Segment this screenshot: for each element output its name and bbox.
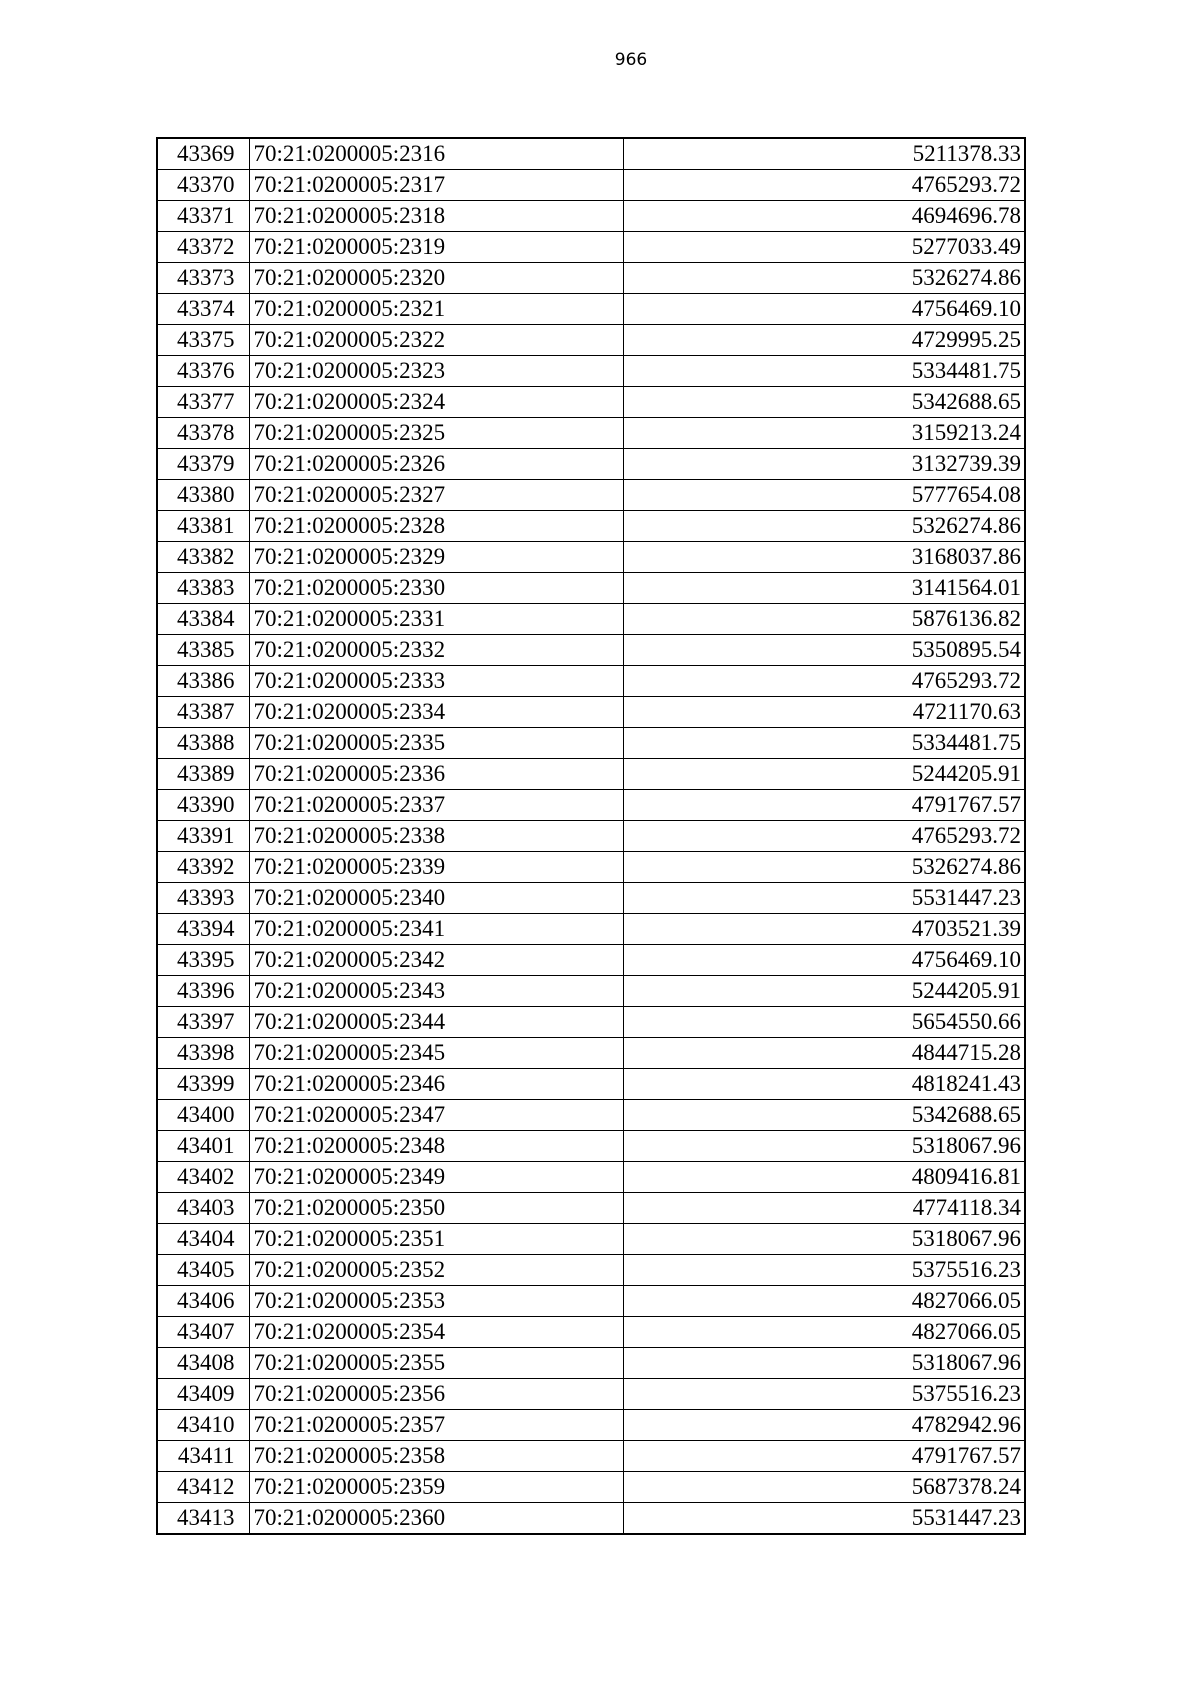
row-number-cell: 43390: [157, 790, 249, 821]
table-row: [157, 573, 1025, 604]
table-row: [157, 356, 1025, 387]
cadastral-number-cell: 70:21:0200005:2337: [249, 790, 623, 821]
cadastral-number-cell: 70:21:0200005:2358: [249, 1441, 623, 1472]
row-number-cell: 43378: [157, 418, 249, 449]
cadastral-number-cell: 70:21:0200005:2322: [249, 325, 623, 356]
cadastral-value-cell: 5375516.23: [623, 1379, 1025, 1410]
table-row: [157, 1286, 1025, 1317]
row-number-cell: 43369: [157, 138, 249, 170]
cadastral-value-cell: 5334481.75: [623, 356, 1025, 387]
table-row: [157, 1410, 1025, 1441]
table-row: [157, 604, 1025, 635]
cadastral-number-cell: 70:21:0200005:2357: [249, 1410, 623, 1441]
cadastral-number-cell: 70:21:0200005:2332: [249, 635, 623, 666]
table-row: [157, 325, 1025, 356]
cadastral-number-cell: 70:21:0200005:2344: [249, 1007, 623, 1038]
cadastral-value-cell: 4827066.05: [623, 1317, 1025, 1348]
table-row: [157, 1348, 1025, 1379]
row-number-cell: 43396: [157, 976, 249, 1007]
row-number-cell: 43387: [157, 697, 249, 728]
table-row: [157, 511, 1025, 542]
table-row: [157, 914, 1025, 945]
table-row: [157, 449, 1025, 480]
table-row: [157, 1379, 1025, 1410]
table-row: [157, 1224, 1025, 1255]
cadastral-number-cell: 70:21:0200005:2317: [249, 170, 623, 201]
row-number-cell: 43403: [157, 1193, 249, 1224]
table-row: [157, 883, 1025, 914]
cadastral-value-cell: 4765293.72: [623, 666, 1025, 697]
cadastral-value-cell: 5318067.96: [623, 1131, 1025, 1162]
cadastral-number-cell: 70:21:0200005:2346: [249, 1069, 623, 1100]
cadastral-value-table: [156, 137, 1026, 1535]
cadastral-number-cell: 70:21:0200005:2318: [249, 201, 623, 232]
table-row: [157, 821, 1025, 852]
table-row: [157, 201, 1025, 232]
cadastral-value-cell: 4729995.25: [623, 325, 1025, 356]
table-row: [157, 1472, 1025, 1503]
row-number-cell: 43386: [157, 666, 249, 697]
row-number-cell: 43371: [157, 201, 249, 232]
cadastral-value-cell: 5350895.54: [623, 635, 1025, 666]
table-row: [157, 1255, 1025, 1286]
row-number-cell: 43398: [157, 1038, 249, 1069]
cadastral-value-cell: 4774118.34: [623, 1193, 1025, 1224]
cadastral-number-cell: 70:21:0200005:2327: [249, 480, 623, 511]
cadastral-number-cell: 70:21:0200005:2350: [249, 1193, 623, 1224]
row-number-cell: 43402: [157, 1162, 249, 1193]
table-row: [157, 542, 1025, 573]
table-row: [157, 294, 1025, 325]
row-number-cell: 43384: [157, 604, 249, 635]
row-number-cell: 43404: [157, 1224, 249, 1255]
table-row: [157, 1317, 1025, 1348]
table-row: [157, 1193, 1025, 1224]
row-number-cell: 43399: [157, 1069, 249, 1100]
row-number-cell: 43376: [157, 356, 249, 387]
table-row: [157, 1503, 1025, 1535]
cadastral-value-cell: 4694696.78: [623, 201, 1025, 232]
table-row: [157, 852, 1025, 883]
cadastral-number-cell: 70:21:0200005:2340: [249, 883, 623, 914]
cadastral-number-cell: 70:21:0200005:2328: [249, 511, 623, 542]
cadastral-value-cell: 4756469.10: [623, 294, 1025, 325]
row-number-cell: 43375: [157, 325, 249, 356]
table-row: [157, 138, 1025, 170]
cadastral-number-cell: 70:21:0200005:2330: [249, 573, 623, 604]
cadastral-value-cell: 5654550.66: [623, 1007, 1025, 1038]
cadastral-number-cell: 70:21:0200005:2326: [249, 449, 623, 480]
cadastral-value-cell: 5687378.24: [623, 1472, 1025, 1503]
cadastral-value-cell: 5326274.86: [623, 511, 1025, 542]
row-number-cell: 43393: [157, 883, 249, 914]
cadastral-number-cell: 70:21:0200005:2342: [249, 945, 623, 976]
cadastral-number-cell: 70:21:0200005:2351: [249, 1224, 623, 1255]
cadastral-value-cell: 5876136.82: [623, 604, 1025, 635]
table-row: [157, 945, 1025, 976]
cadastral-number-cell: 70:21:0200005:2349: [249, 1162, 623, 1193]
cadastral-number-cell: 70:21:0200005:2339: [249, 852, 623, 883]
cadastral-value-cell: 4721170.63: [623, 697, 1025, 728]
table-row: [157, 697, 1025, 728]
row-number-cell: 43406: [157, 1286, 249, 1317]
cadastral-value-cell: 4782942.96: [623, 1410, 1025, 1441]
cadastral-value-cell: 4809416.81: [623, 1162, 1025, 1193]
row-number-cell: 43383: [157, 573, 249, 604]
row-number-cell: 43412: [157, 1472, 249, 1503]
cadastral-number-cell: 70:21:0200005:2321: [249, 294, 623, 325]
cadastral-number-cell: 70:21:0200005:2338: [249, 821, 623, 852]
cadastral-value-cell: 5531447.23: [623, 883, 1025, 914]
cadastral-number-cell: 70:21:0200005:2347: [249, 1100, 623, 1131]
row-number-cell: 43411: [157, 1441, 249, 1472]
row-number-cell: 43374: [157, 294, 249, 325]
row-number-cell: 43372: [157, 232, 249, 263]
cadastral-value-cell: 5375516.23: [623, 1255, 1025, 1286]
table-row: [157, 666, 1025, 697]
table-row: [157, 1441, 1025, 1472]
table-body: [157, 138, 1025, 1534]
cadastral-number-cell: 70:21:0200005:2319: [249, 232, 623, 263]
table-row: [157, 1162, 1025, 1193]
table-row: [157, 263, 1025, 294]
cadastral-number-cell: 70:21:0200005:2348: [249, 1131, 623, 1162]
table-row: [157, 1007, 1025, 1038]
cadastral-number-cell: 70:21:0200005:2343: [249, 976, 623, 1007]
table-row: [157, 759, 1025, 790]
row-number-cell: 43380: [157, 480, 249, 511]
cadastral-number-cell: 70:21:0200005:2341: [249, 914, 623, 945]
cadastral-number-cell: 70:21:0200005:2324: [249, 387, 623, 418]
row-number-cell: 43410: [157, 1410, 249, 1441]
table-row: [157, 387, 1025, 418]
cadastral-value-cell: 5244205.91: [623, 976, 1025, 1007]
row-number-cell: 43370: [157, 170, 249, 201]
cadastral-number-cell: 70:21:0200005:2333: [249, 666, 623, 697]
cadastral-number-cell: 70:21:0200005:2316: [249, 138, 623, 170]
row-number-cell: 43377: [157, 387, 249, 418]
row-number-cell: 43381: [157, 511, 249, 542]
cadastral-value-cell: 4756469.10: [623, 945, 1025, 976]
row-number-cell: 43397: [157, 1007, 249, 1038]
row-number-cell: 43379: [157, 449, 249, 480]
cadastral-value-cell: 5277033.49: [623, 232, 1025, 263]
cadastral-number-cell: 70:21:0200005:2359: [249, 1472, 623, 1503]
cadastral-number-cell: 70:21:0200005:2354: [249, 1317, 623, 1348]
row-number-cell: 43394: [157, 914, 249, 945]
cadastral-value-cell: 5244205.91: [623, 759, 1025, 790]
cadastral-value-cell: 4844715.28: [623, 1038, 1025, 1069]
row-number-cell: 43373: [157, 263, 249, 294]
cadastral-number-cell: 70:21:0200005:2336: [249, 759, 623, 790]
table-row: [157, 1069, 1025, 1100]
cadastral-value-cell: 4765293.72: [623, 821, 1025, 852]
table-row: [157, 790, 1025, 821]
cadastral-value-cell: 5318067.96: [623, 1224, 1025, 1255]
row-number-cell: 43407: [157, 1317, 249, 1348]
cadastral-number-cell: 70:21:0200005:2323: [249, 356, 623, 387]
cadastral-number-cell: 70:21:0200005:2352: [249, 1255, 623, 1286]
row-number-cell: 43409: [157, 1379, 249, 1410]
table-row: [157, 1100, 1025, 1131]
table-row: [157, 480, 1025, 511]
cadastral-value-cell: 4818241.43: [623, 1069, 1025, 1100]
table-row: [157, 728, 1025, 759]
cadastral-number-cell: 70:21:0200005:2329: [249, 542, 623, 573]
cadastral-number-cell: 70:21:0200005:2355: [249, 1348, 623, 1379]
row-number-cell: 43408: [157, 1348, 249, 1379]
cadastral-value-cell: 5777654.08: [623, 480, 1025, 511]
row-number-cell: 43400: [157, 1100, 249, 1131]
cadastral-value-cell: 5318067.96: [623, 1348, 1025, 1379]
cadastral-number-cell: 70:21:0200005:2360: [249, 1503, 623, 1535]
cadastral-number-cell: 70:21:0200005:2335: [249, 728, 623, 759]
cadastral-number-cell: 70:21:0200005:2356: [249, 1379, 623, 1410]
row-number-cell: 43392: [157, 852, 249, 883]
table-row: [157, 1038, 1025, 1069]
cadastral-value-cell: 3141564.01: [623, 573, 1025, 604]
row-number-cell: 43385: [157, 635, 249, 666]
row-number-cell: 43389: [157, 759, 249, 790]
cadastral-value-cell: 4791767.57: [623, 1441, 1025, 1472]
cadastral-value-cell: 4765293.72: [623, 170, 1025, 201]
table-row: [157, 1131, 1025, 1162]
cadastral-value-cell: 5342688.65: [623, 387, 1025, 418]
row-number-cell: 43388: [157, 728, 249, 759]
row-number-cell: 43382: [157, 542, 249, 573]
page-number: 966: [614, 50, 648, 70]
cadastral-number-cell: 70:21:0200005:2334: [249, 697, 623, 728]
cadastral-value-cell: 5326274.86: [623, 852, 1025, 883]
cadastral-value-cell: 5334481.75: [623, 728, 1025, 759]
row-number-cell: 43395: [157, 945, 249, 976]
cadastral-value-cell: 4827066.05: [623, 1286, 1025, 1317]
cadastral-number-cell: 70:21:0200005:2325: [249, 418, 623, 449]
cadastral-value-cell: 3159213.24: [623, 418, 1025, 449]
cadastral-number-cell: 70:21:0200005:2345: [249, 1038, 623, 1069]
cadastral-number-cell: 70:21:0200005:2353: [249, 1286, 623, 1317]
table-row: [157, 170, 1025, 201]
cadastral-value-cell: 3168037.86: [623, 542, 1025, 573]
row-number-cell: 43401: [157, 1131, 249, 1162]
row-number-cell: 43413: [157, 1503, 249, 1535]
cadastral-value-cell: 5531447.23: [623, 1503, 1025, 1535]
cadastral-value-cell: 5342688.65: [623, 1100, 1025, 1131]
table-row: [157, 635, 1025, 666]
row-number-cell: 43405: [157, 1255, 249, 1286]
cadastral-value-cell: 4703521.39: [623, 914, 1025, 945]
cadastral-number-cell: 70:21:0200005:2320: [249, 263, 623, 294]
table-row: [157, 418, 1025, 449]
cadastral-value-cell: 5326274.86: [623, 263, 1025, 294]
cadastral-number-cell: 70:21:0200005:2331: [249, 604, 623, 635]
cadastral-value-cell: 4791767.57: [623, 790, 1025, 821]
table-row: [157, 232, 1025, 263]
cadastral-value-cell: 5211378.33: [623, 138, 1025, 170]
cadastral-value-cell: 3132739.39: [623, 449, 1025, 480]
row-number-cell: 43391: [157, 821, 249, 852]
table-row: [157, 976, 1025, 1007]
